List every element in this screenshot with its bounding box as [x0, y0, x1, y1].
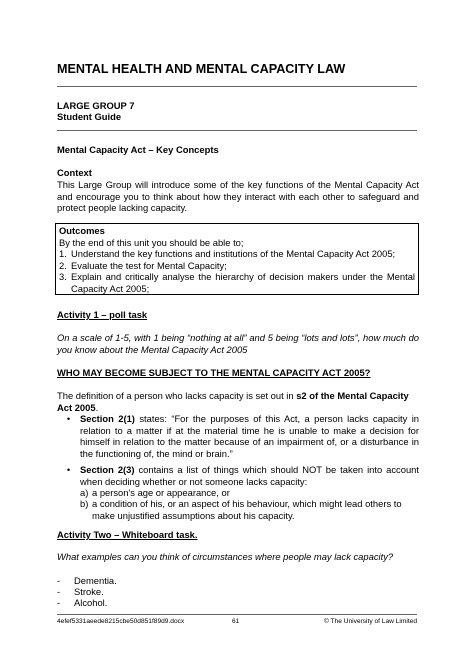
group-label: LARGE GROUP 7	[57, 100, 135, 111]
outcome-number: 2.	[59, 259, 67, 271]
activity2-question: What examples can you think of circumstances where people may lack capacity?	[57, 551, 394, 562]
dash-marker: -	[57, 597, 61, 608]
outcomes-heading: Outcomes	[59, 225, 105, 236]
title-divider	[57, 86, 417, 87]
activity1-text: On a scale of 1-5, with 1 being “nothing at all” and 5 being “lots and lots”, how much do you know about the Mental Capacity Act 2005	[57, 332, 419, 355]
bullet-section-2-1	[57, 413, 419, 459]
example-text: Alcohol.	[74, 597, 108, 608]
document-title: MENTAL HEALTH AND MENTAL CAPACITY LAW	[57, 62, 346, 76]
footer-docname: 4efef5331aeede8215cbe50d851f89d9.docx	[57, 618, 185, 625]
section-2-1-label: Section 2(1)	[80, 413, 135, 424]
who-intro-end: .	[95, 401, 99, 413]
section-title: Mental Capacity Act – Key Concepts	[57, 144, 219, 155]
header-divider	[57, 130, 417, 131]
outcome-number: 1.	[59, 248, 67, 260]
example-item	[57, 586, 104, 598]
outcome-item	[59, 248, 415, 260]
example-text: Stroke.	[74, 586, 104, 597]
outcome-text: Evaluate the test for Mental Capacity;	[71, 259, 227, 271]
sub-item-letter: a)	[80, 487, 89, 498]
example-item	[57, 597, 107, 609]
who-intro-text: The definition of a person who lacks capacity is set out in	[57, 390, 297, 401]
bullet-section-2-3	[57, 464, 419, 487]
bullet-text	[80, 413, 419, 459]
dash-marker: -	[57, 575, 61, 586]
outcome-number: 3.	[59, 271, 67, 283]
outcome-item	[59, 260, 415, 272]
footer-divider	[57, 614, 417, 615]
section-2-1-text: states: “For the purposes of this Act, a person lacks capacity in relation to a matter if at the material time he is unable to make a decision for himself in relation to the matter because of an impairment of, or a disturbance in the functioning of, the mind or brain.”	[80, 413, 420, 459]
outcomes-intro: By the end of this unit you should be able to;	[59, 236, 244, 248]
section-2-3-text: contains a list of things which should NOT be taken into account when deciding whether or not someone lacks capacity:	[80, 464, 419, 487]
sub-item	[80, 498, 419, 521]
bullet-text	[80, 464, 419, 487]
footer-copyright: © The University of Law Limited	[323, 618, 417, 625]
activity2-heading: Activity Two – Whiteboard task.	[57, 529, 198, 540]
outcome-text: Explain and critically analyse the hierarchy of decision makers under the Mental Capacity Act 2005;	[71, 271, 415, 294]
sub-item-text: a condition of his, or an aspect of his behaviour, which might lead others to make unjustified assumptions about his capacity.	[92, 498, 402, 521]
footer-page-number: 61	[232, 618, 240, 625]
who-intro-statute: s2 of the Mental Capacity Act 2005	[57, 390, 409, 413]
who-intro	[57, 390, 419, 413]
guide-label: Student Guide	[57, 111, 122, 122]
sub-item-text: a person's age or appearance, or	[92, 487, 230, 498]
sub-item	[80, 487, 419, 499]
sub-item-letter: b)	[80, 498, 89, 509]
example-text: Dementia.	[74, 575, 117, 586]
outcome-item	[59, 271, 415, 294]
who-heading: WHO MAY BECOME SUBJECT TO THE MENTAL CAPACITY ACT 2005?	[57, 367, 371, 378]
dash-marker: -	[57, 586, 61, 597]
context-text: This Large Group will introduce some of the key functions of the Mental Capacity Act and encourage you to think about how they interact with each other to safeguard and protect people lacking capacity.	[57, 179, 419, 214]
context-heading: Context	[57, 167, 92, 178]
bullet-icon: •	[66, 464, 71, 475]
example-item	[57, 575, 117, 587]
outcomes-box	[55, 223, 419, 295]
section-2-3-label: Section 2(3)	[80, 464, 135, 475]
outcome-text: Understand the key functions and institutions of the Mental Capacity Act 2005;	[71, 248, 396, 260]
activity1-heading: Activity 1 – poll task	[57, 309, 148, 320]
bullet-icon: •	[66, 413, 71, 424]
